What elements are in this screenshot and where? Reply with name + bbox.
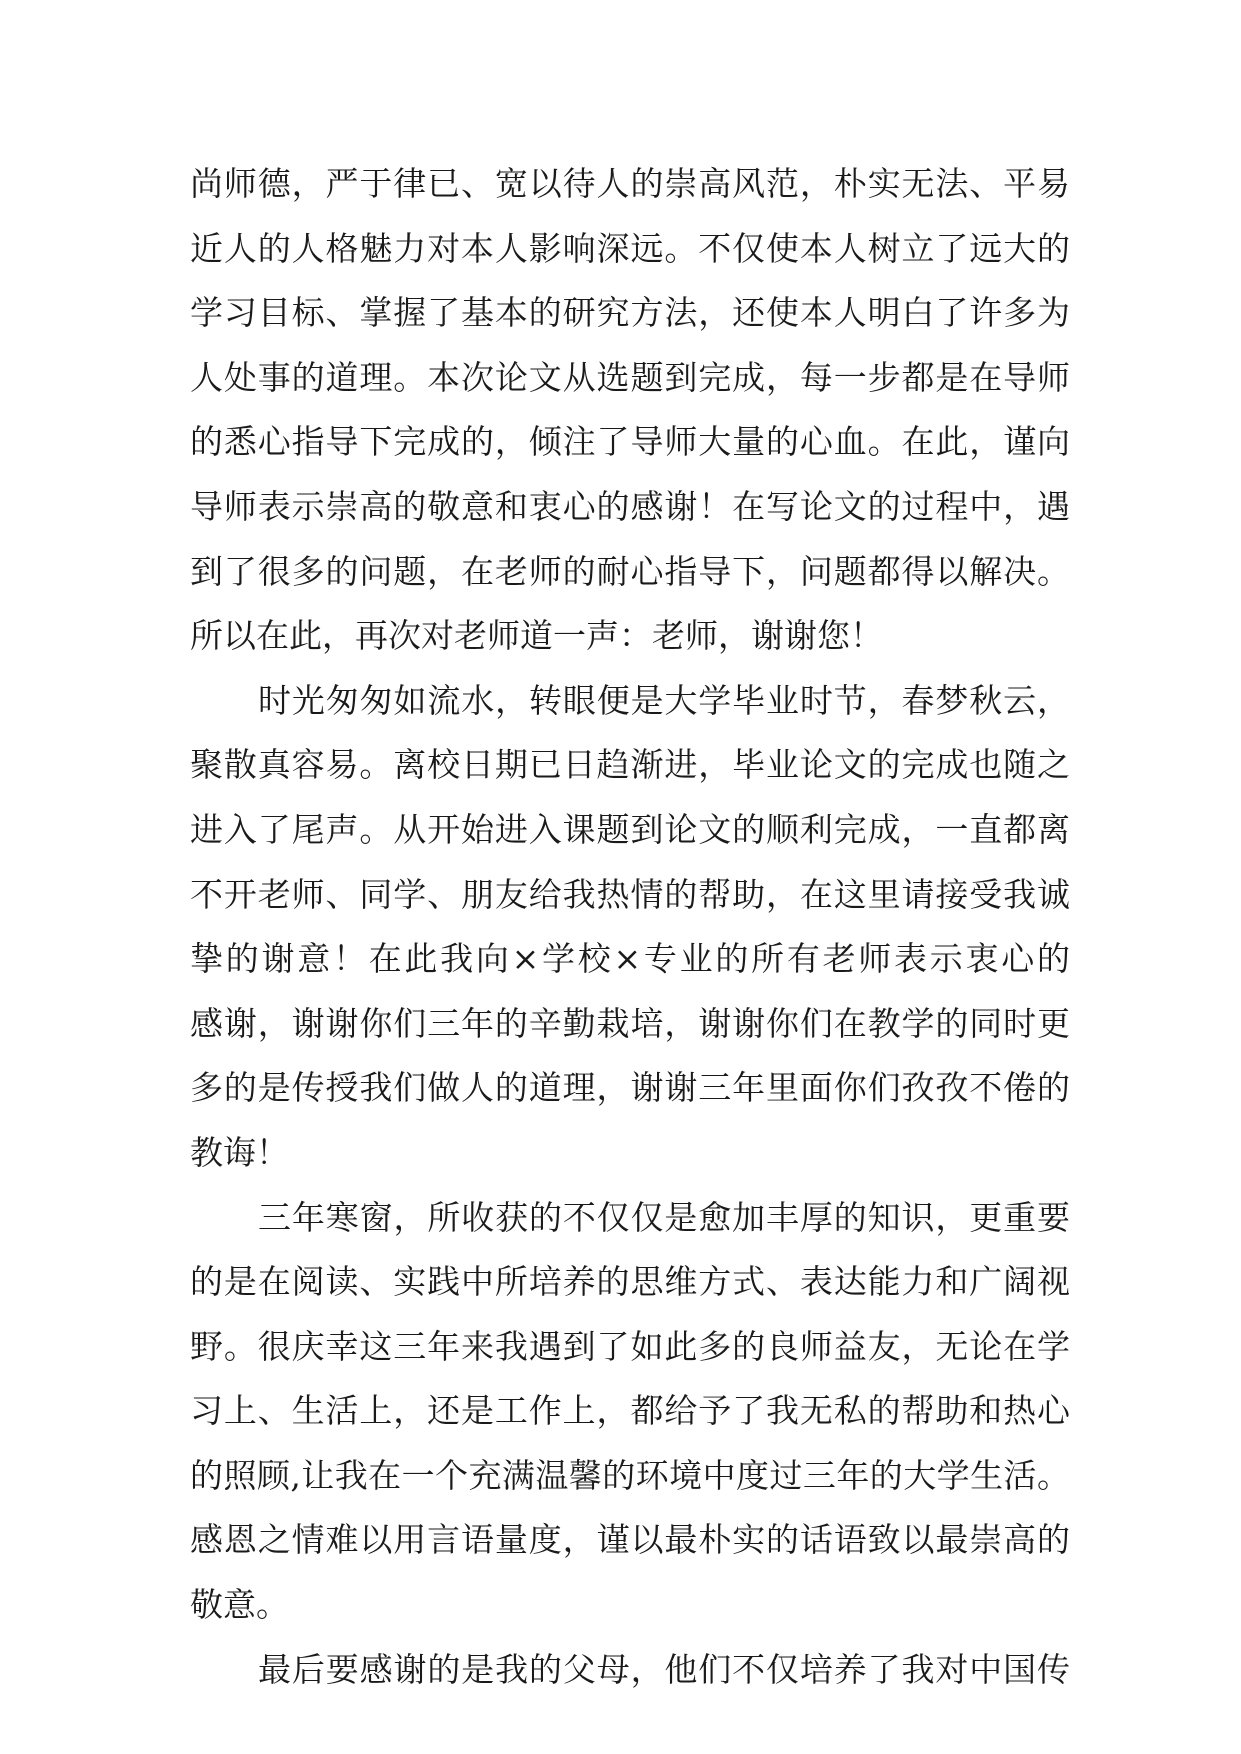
text-line: 感谢，谢谢你们三年的辛勤栽培，谢谢你们在教学的同时更 — [190, 1003, 1070, 1043]
text-line: 所以在此，再次对老师道一声：老师，谢谢您！ — [190, 616, 883, 656]
text-line: 的悉心指导下完成的，倾注了导师大量的心血。在此，谨向 — [190, 422, 1070, 462]
text-line: 感恩之情难以用言语量度，谨以最朴实的话语致以最崇高的 — [190, 1520, 1070, 1560]
text-line: 习上、生活上，还是工作上，都给予了我无私的帮助和热心 — [190, 1391, 1070, 1431]
body-text — [190, 152, 1070, 1702]
paragraph-first-line: 最后要感谢的是我的父母，他们不仅培养了我对中国传 — [258, 1649, 1070, 1689]
text-line: 的照顾,让我在一个充满温馨的环境中度过三年的大学生活。 — [190, 1455, 1070, 1495]
text-line: 多的是传授我们做人的道理，谢谢三年里面你们孜孜不倦的 — [190, 1068, 1070, 1108]
text-line: 人处事的道理。本次论文从选题到完成，每一步都是在导师 — [190, 357, 1070, 397]
paragraph-first-line: 三年寒窗，所收获的不仅仅是愈加丰厚的知识，更重要 — [258, 1197, 1070, 1237]
text-line: 进入了尾声。从开始进入课题到论文的顺利完成，一直都离 — [190, 809, 1070, 849]
text-line: 教诲！ — [190, 1132, 289, 1172]
text-line: 到了很多的问题，在老师的耐心指导下，问题都得以解决。 — [190, 551, 1070, 591]
text-line: 学习目标、掌握了基本的研究方法，还使本人明白了许多为 — [190, 293, 1070, 333]
text-line: 的是在阅读、实践中所培养的思维方式、表达能力和广阔视 — [190, 1262, 1070, 1302]
text-line: 近人的人格魅力对本人影响深远。不仅使本人树立了远大的 — [190, 228, 1070, 268]
text-line: 不开老师、同学、朋友给我热情的帮助，在这里请接受我诚 — [190, 874, 1070, 914]
text-line: 导师表示崇高的敬意和衷心的感谢！在写论文的过程中，遇 — [190, 486, 1070, 526]
text-line: 尚师德，严于律已、宽以待人的崇高风范，朴实无法、平易 — [190, 164, 1070, 203]
text-line: 聚散真容易。离校日期已日趋渐进，毕业论文的完成也随之 — [190, 745, 1070, 785]
paragraph-first-line: 时光匆匆如流水，转眼便是大学毕业时节，春梦秋云， — [258, 680, 1070, 720]
text-line: 野。很庆幸这三年来我遇到了如此多的良师益友，无论在学 — [190, 1326, 1070, 1366]
text-line: 挚的谢意！在此我向×学校×专业的所有老师表示衷心的 — [190, 939, 1070, 979]
text-line: 敬意。 — [190, 1585, 289, 1625]
